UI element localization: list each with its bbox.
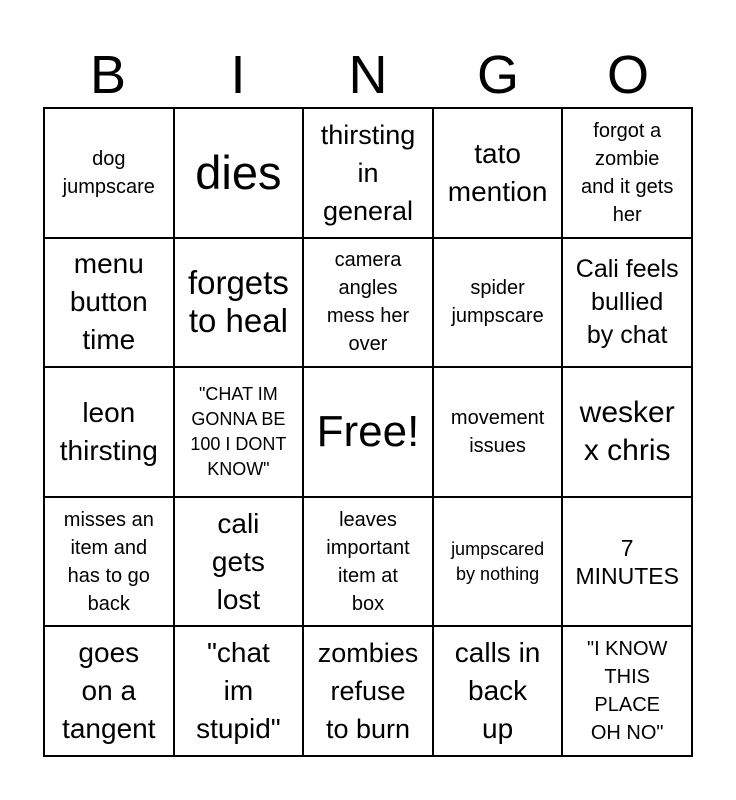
bingo-cell[interactable] [174,108,304,238]
bingo-cell-text: calls in back up [454,637,541,745]
bingo-cell[interactable] [562,497,692,627]
bingo-cell-text: dies [195,145,282,199]
header-letter-b: B [89,45,127,105]
bingo-cell-text: 7 MINUTES [575,534,679,589]
bingo-cell-text: cali gets lost [211,507,265,615]
bingo-card-grid [43,107,693,757]
bingo-cell-text: misses an item and has to go back [63,508,154,615]
header-letter-g: G [476,45,519,105]
bingo-cell-text: thirsting in general [320,119,416,226]
bingo-cell-text: "CHAT IM GONNA BE 100 I DONT KNOW" [190,383,287,479]
bingo-cell[interactable] [174,497,304,627]
bingo-cell[interactable] [562,108,692,238]
bingo-cell-text: "I KNOW THIS PLACE OH NO" [586,638,668,745]
bingo-cell[interactable] [303,238,433,368]
bingo-header [43,42,693,108]
bingo-cell free-space[interactable] [303,367,433,497]
bingo-cell-text: jumpscared by nothing [451,538,545,584]
free-space-text: Free! [316,406,420,456]
bingo-cell-text: leaves important item at box [326,508,410,615]
bingo-cell[interactable] [303,626,433,756]
bingo-cell[interactable] [44,626,174,756]
bingo-cell[interactable] [562,238,692,368]
bingo-cell[interactable] [44,497,174,627]
bingo-cell-text: goes on a tangent [62,637,156,745]
bingo-cell-text: Cali feels bullied by chat [575,254,679,349]
bingo-cell[interactable] [433,626,563,756]
header-letter-o: O [606,45,649,105]
bingo-cell[interactable] [433,108,563,238]
bingo-cell[interactable] [44,108,174,238]
bingo-cell-text: movement issues [450,406,545,457]
bingo-cell-text: menu button time [69,248,148,356]
bingo-cell[interactable] [433,238,563,368]
bingo-cell[interactable] [174,626,304,756]
bingo-cell-text: dog jumpscare [62,147,155,198]
bingo-cell-text: forgot a zombie and it gets her [581,119,674,226]
bingo-cell[interactable] [44,367,174,497]
bingo-cell[interactable] [433,497,563,627]
bingo-cell-text: wesker x chris [579,395,675,467]
bingo-cell[interactable] [174,238,304,368]
bingo-cell-text: leon thirsting [59,396,158,466]
header-letter-i: I [230,45,246,105]
bingo-cell-text: zombies refuse to burn [317,638,419,745]
bingo-cell[interactable] [562,367,692,497]
bingo-cell[interactable] [562,626,692,756]
bingo-cell[interactable] [174,367,304,497]
bingo-cell[interactable] [433,367,563,497]
bingo-cell[interactable] [44,238,174,368]
bingo-cell-text: "chat im stupid" [196,637,281,745]
bingo-cell[interactable] [303,108,433,238]
bingo-cell-text: spider jumpscare [451,277,544,328]
bingo-cell-text: camera angles mess her over [326,249,410,356]
bingo-cell-text: forgets to heal [187,264,289,340]
bingo-cell[interactable] [303,497,433,627]
bingo-cell-text: tato mention [447,137,548,207]
header-letter-n: N [348,45,388,105]
